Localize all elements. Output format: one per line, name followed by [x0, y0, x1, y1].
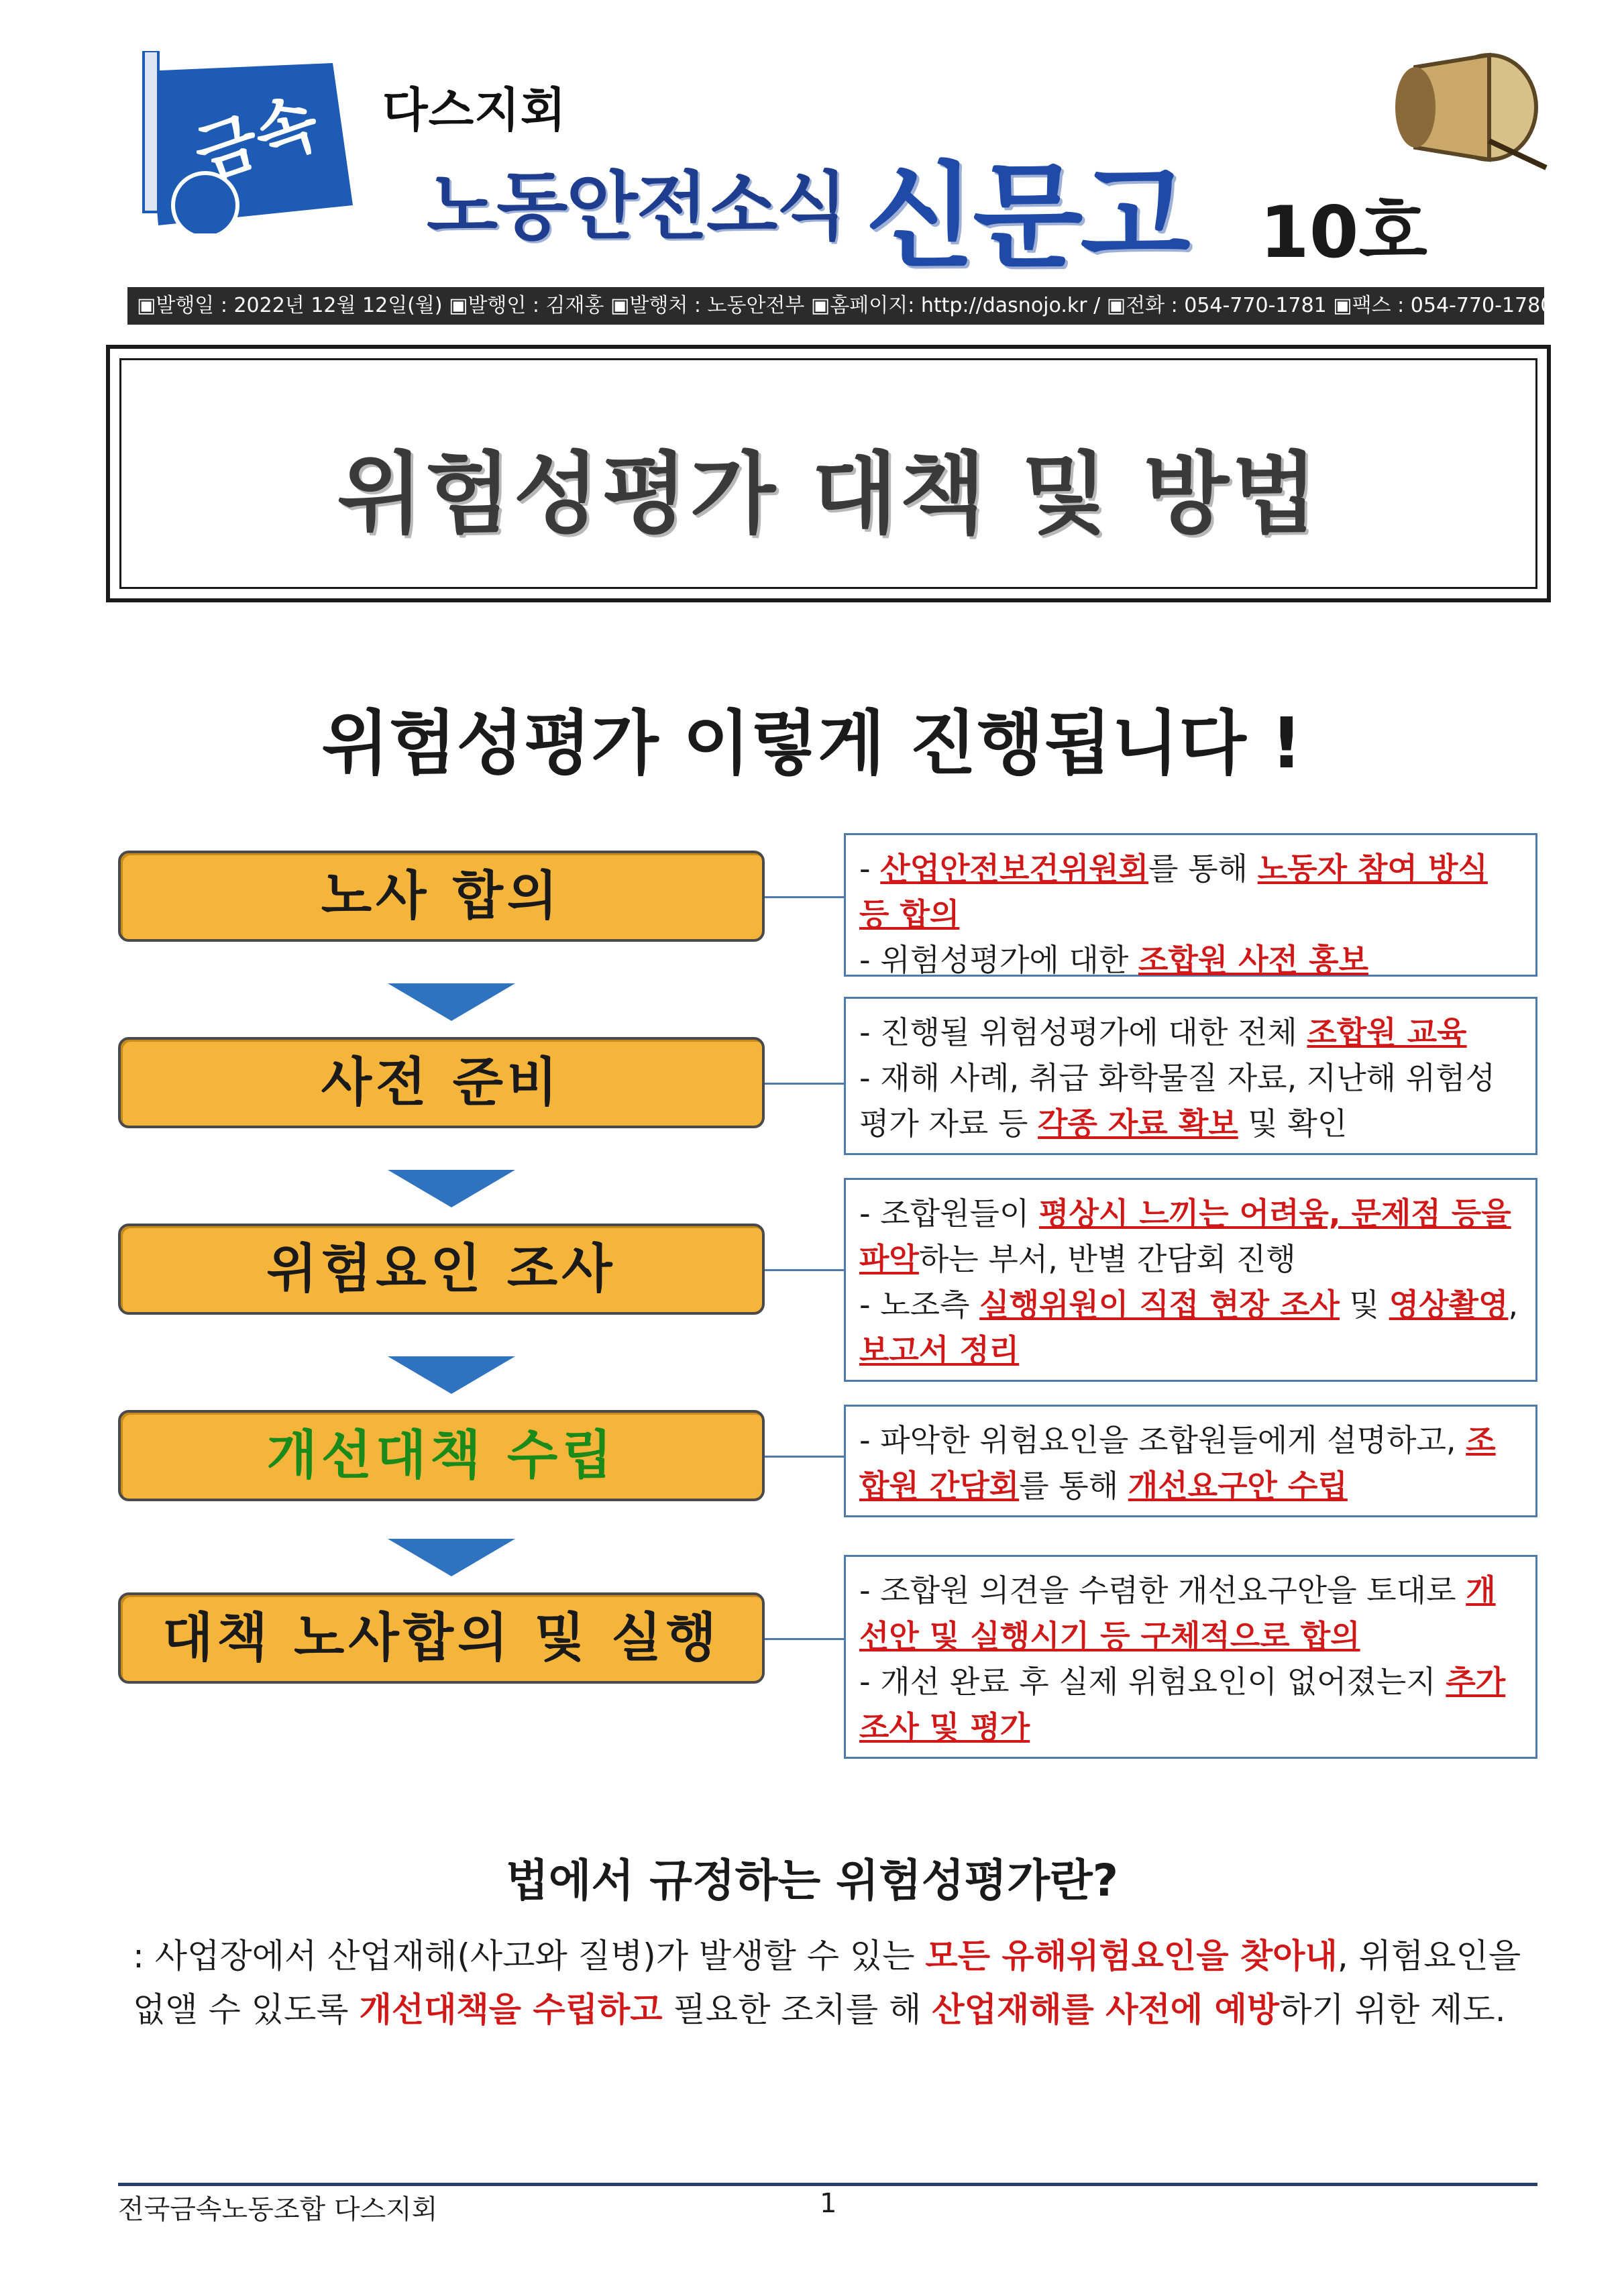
title-box — [106, 345, 1551, 602]
connector-line — [765, 1638, 844, 1640]
footer-divider — [118, 2183, 1537, 2186]
union-logo — [131, 51, 362, 233]
definition-heading: 법에서 규정하는 위험성평가란? — [505, 1855, 1119, 1906]
step-preparation: 사전 준비 — [118, 1037, 765, 1128]
note-line: - 위험성평가에 대한 조합원 사전 홍보 — [859, 942, 1369, 978]
svg-text:금속: 금속 — [186, 84, 328, 195]
down-arrow-icon — [388, 1539, 515, 1576]
note-agreement-execution — [844, 1555, 1537, 1759]
publication-info-bar: ▣발행일 : 2022년 12월 12일(월) ▣발행인 : 김재홍 ▣발행처 : 노동안전부 ▣홈페이지: http://dasnojo.kr / ▣전화 : 054-770-1781 ▣팩스 : 054-770-1780 — [127, 287, 1544, 325]
note-line: - 개선 완료 후 실제 위험요인이 없어졌는지 추가 조사 및 평가 — [859, 1664, 1506, 1745]
note-improvement-plan — [844, 1405, 1537, 1517]
step-labor-management-agreement: 노사 합의 — [118, 851, 765, 942]
down-arrow-icon — [388, 983, 515, 1021]
note-line: - 진행될 위험성평가에 대한 전체 조합원 교육 — [859, 1014, 1467, 1050]
step-improvement-plan: 개선대책 수립 — [118, 1410, 765, 1501]
newsletter-name: 신문고 — [865, 151, 1188, 284]
note-line: - 재해 사례, 취급 화학물질 자료, 지난해 위험성평가 자료 등 각종 자료 확보 및 확인 — [859, 1060, 1496, 1142]
drum-icon — [1389, 40, 1550, 174]
down-arrow-icon — [388, 1356, 515, 1394]
definition-body: : 사업장에서 산업재해(사고와 질병)가 발생할 수 있는 모든 유해위험요인을 찾아내, 위험요인을 없앨 수 있도록 개선대책을 수립하고 필요한 조치를 해 산업재해를 사전에 예방하기 위한 제도. — [133, 1937, 1521, 2029]
note-preparation — [844, 997, 1537, 1155]
connector-line — [765, 1083, 844, 1085]
connector-line — [765, 1456, 844, 1458]
note-agreement — [844, 833, 1537, 977]
note-line: - 조합원들이 평상시 느끼는 어려움, 문제점 등을 파악하는 부서, 반별 간담회 진행 — [859, 1195, 1511, 1277]
note-hazard-survey — [844, 1178, 1537, 1382]
down-arrow-icon — [388, 1170, 515, 1207]
connector-line — [765, 1269, 844, 1271]
note-line: - 노조측 실행위원이 직접 현장 조사 및 영상촬영, 보고서 정리 — [859, 1287, 1519, 1368]
step-agreement-and-execution: 대책 노사합의 및 실행 — [118, 1592, 765, 1684]
note-line: - 조합원 의견을 수렴한 개선요구안을 토대로 개선안 및 실행시기 등 구체적으로 합의 — [859, 1572, 1496, 1654]
connector-line — [765, 896, 844, 898]
footer-org: 전국금속노동조합 다스지회 — [118, 2194, 438, 2225]
note-line: - 파악한 위험요인을 조합원들에게 설명하고, 조합원 간담회를 통해 개선요구안 수립 — [859, 1422, 1496, 1504]
issue-number: 10호 — [1260, 191, 1427, 274]
note-line: - 산업안전보건위원회를 통해 노동자 참여 방식 등 합의 — [859, 851, 1488, 932]
page-title: 위험성평가 대책 및 방법 — [337, 443, 1320, 546]
org-name: 다스지회 — [382, 83, 567, 138]
series-title: 노동안전소식 — [427, 164, 847, 250]
process-heading: 위험성평가 이렇게 진행됩니다 ! — [321, 702, 1303, 784]
page-number: 1 — [820, 2188, 837, 2219]
step-hazard-survey: 위험요인 조사 — [118, 1224, 765, 1315]
